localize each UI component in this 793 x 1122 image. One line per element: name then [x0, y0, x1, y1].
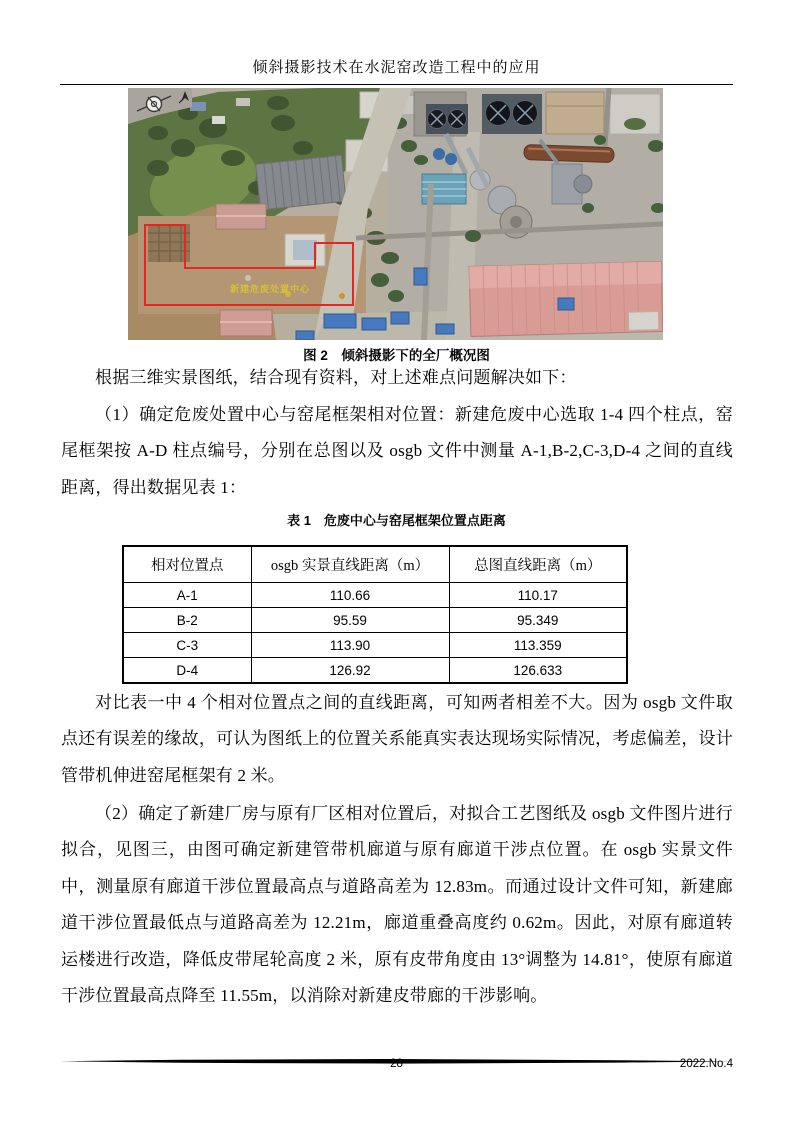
annotation-label: 新建危废处置中心 — [230, 284, 311, 294]
paragraph-point2: （2）确定了新建厂房与原有厂区相对位置后，对拟合工艺图纸及 osgb 文件图片进行拟合，见图三，由图可确定新建管带机廊道与原有廊道干涉点位置。在 osgb 实景文件中，测量原有廊道干涉位置最高点与道路高差为 12.83m。而通过设计文件可知，新建廊道干涉位置最低点与道路高差为 12.21m，廊道重叠高度约 0.62m。因此，对原有廊道转运楼进行改造，降低皮带尾轮高度 2 米，原有皮带角度由 13°调整为 14.81°，使原有廊道干涉位置最高点降至 11.55m，以消除对新建皮带廊的干涉影响。 — [61, 804, 733, 1006]
table-cell: 113.359 — [449, 633, 627, 658]
table-cell: 110.17 — [449, 583, 627, 608]
table-title: 表 1 危废中心与窑尾框架位置点距离 — [287, 513, 506, 528]
table-header-cell: osgb 实景直线距离（m） — [251, 546, 449, 583]
table-row — [123, 633, 627, 658]
footer-divider — [60, 1051, 733, 1056]
table-header-cell: 相对位置点 — [123, 546, 251, 583]
figure-caption: 图 2 倾斜摄影下的全厂概况图 — [303, 348, 490, 363]
table-cell: 95.59 — [251, 608, 449, 633]
distance-table — [122, 545, 628, 684]
aerial-photo-figure — [128, 88, 663, 340]
table-header-cell: 总图直线距离（m） — [449, 546, 627, 583]
table-row — [123, 583, 627, 608]
table-cell: 126.92 — [251, 658, 449, 684]
table-cell: 110.66 — [251, 583, 449, 608]
issue-label: 2022.No.4 — [679, 1058, 733, 1070]
page-title: 倾斜摄影技术在水泥窑改造工程中的应用 — [252, 60, 541, 76]
page-number: 28 — [390, 1058, 403, 1070]
table-cell: 126.633 — [449, 658, 627, 684]
table-cell: 113.90 — [251, 633, 449, 658]
table-cell: B-2 — [123, 608, 251, 633]
header-divider — [60, 84, 733, 85]
table-cell: A-1 — [123, 583, 251, 608]
table-row — [123, 658, 627, 684]
table-row — [123, 608, 627, 633]
table-cell: 95.349 — [449, 608, 627, 633]
table-cell: C-3 — [123, 633, 251, 658]
table-header-row — [123, 546, 627, 583]
paragraph-compare: 对比表一中 4 个相对位置点之间的直线距离，可知两者相差不大。因为 osgb 文件取点还有误差的缘故，可认为图纸上的位置关系能真实表达现场实际情况，考虑偏差，设计管带机伸进窑尾框架有 2 米。 — [61, 693, 733, 785]
paragraph-point1: （1）确定危废处置中心与窑尾框架相对位置：新建危废中心选取 1-4 四个柱点，窑尾框架按 A-D 柱点编号，分别在总图以及 osgb 文件中测量 A-1,B-2,C-3,D-4 之间的直线距离，得出数据见表 1： — [61, 405, 733, 497]
table-cell: D-4 — [123, 658, 251, 684]
paragraph-intro: 根据三维实景图纸，结合现有资料，对上述难点问题解决如下： — [95, 368, 577, 387]
aerial-photo — [128, 88, 663, 340]
